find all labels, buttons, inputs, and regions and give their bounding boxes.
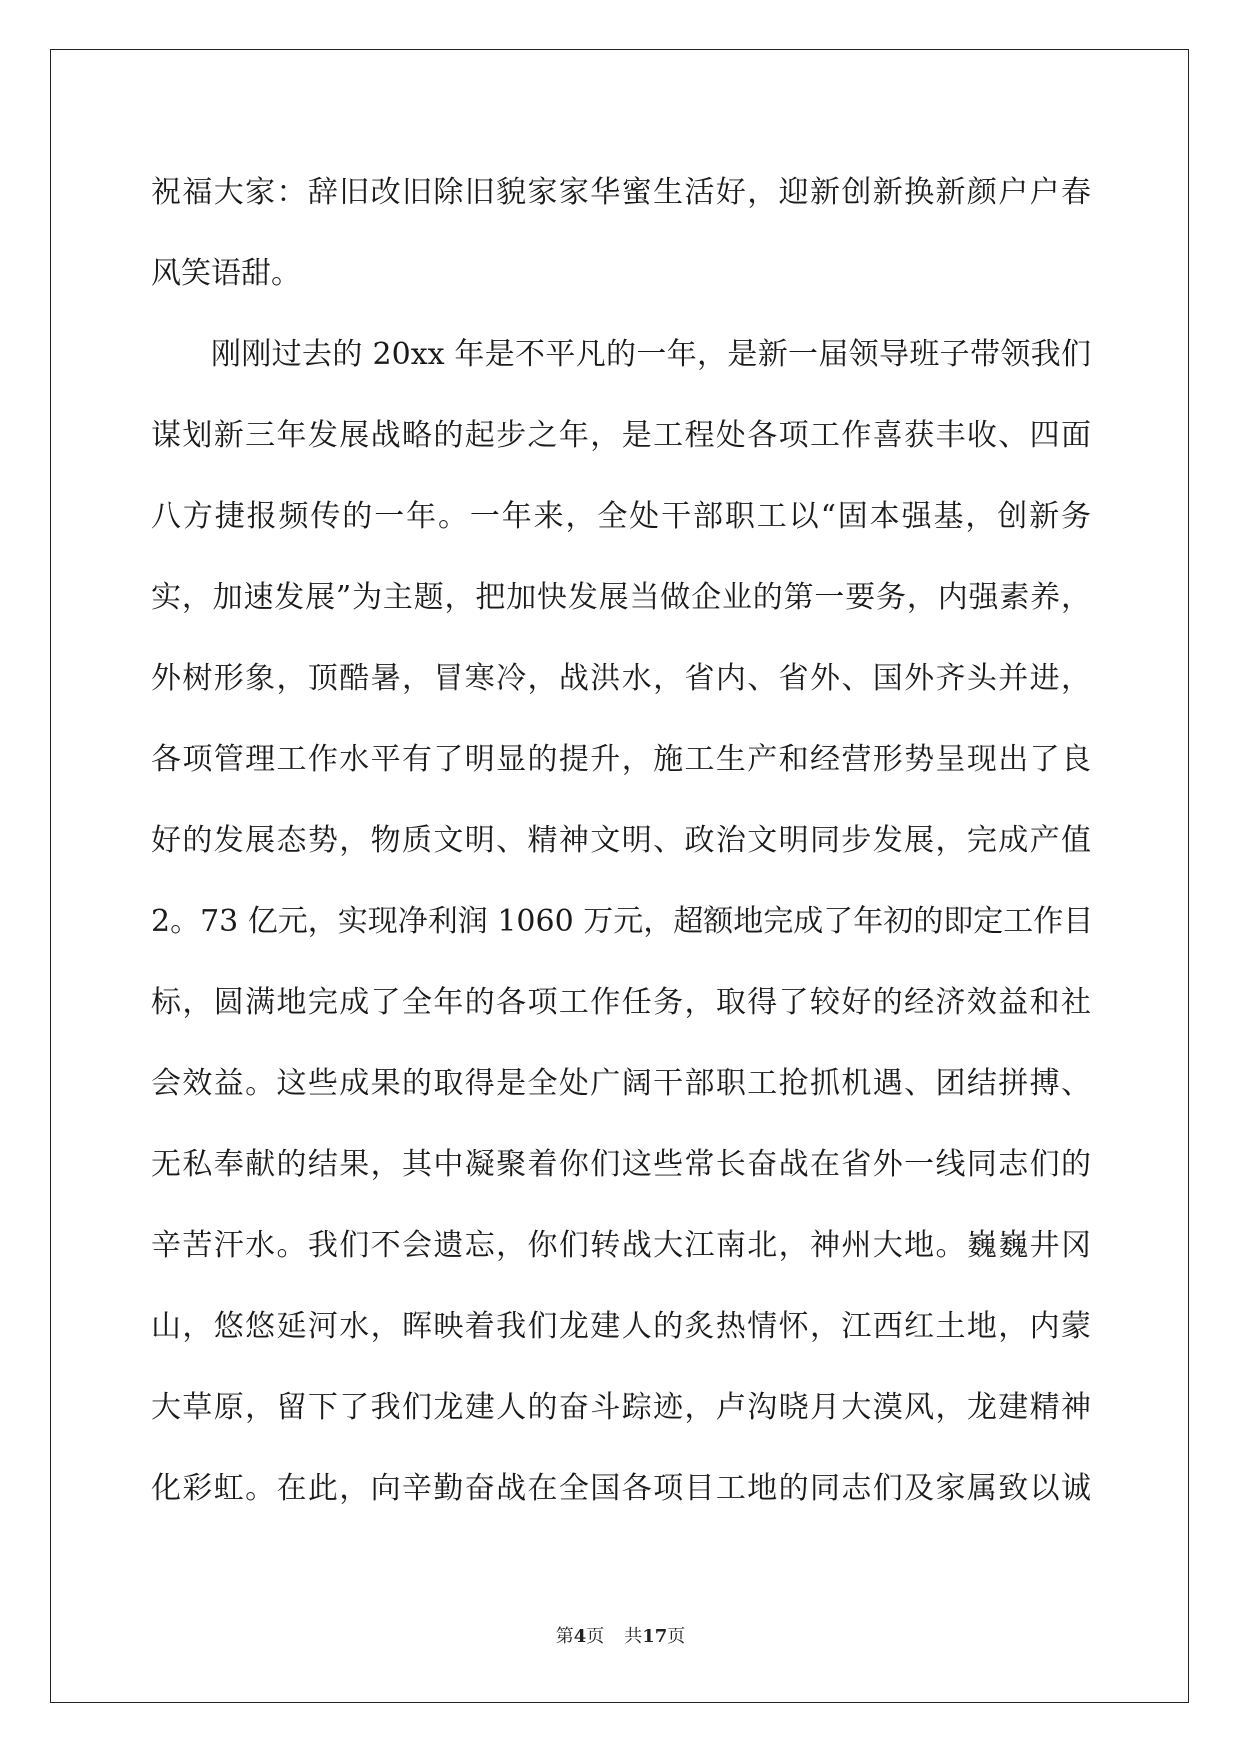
- text-line: 无私奉献的结果，其中凝聚着你们这些常长奋战在省外一线同志们的: [151, 1147, 1091, 1182]
- page-number: 4: [573, 1626, 587, 1647]
- text-line: 祝福大家：辞旧改旧除旧貌家家华蜜生活好，迎新创新换新颜户户春: [151, 175, 1091, 210]
- text-line: 标，圆满地完成了全年的各项工作任务，取得了较好的经济效益和社: [151, 985, 1091, 1020]
- page-label-prefix: 第: [555, 1626, 574, 1647]
- text-line: 辛苦汗水。我们不会遗忘，你们转战大江南北，神州大地。巍巍井冈: [151, 1228, 1091, 1263]
- text-line: 八方捷报频传的一年。一年来，全处干部职工以“固本强基，创新务: [151, 499, 1091, 534]
- page-footer: [0, 1622, 1241, 1652]
- text-line: 大草原，留下了我们龙建人的奋斗踪迹，卢沟晓月大漠风，龙建精神: [151, 1390, 1091, 1425]
- text-line: 会效益。这些成果的取得是全处广阔干部职工抢抓机遇、团结拼搏、: [151, 1066, 1091, 1101]
- text-line: 好的发展态势，物质文明、精神文明、政治文明同步发展，完成产值: [151, 823, 1091, 858]
- text-line: 化彩虹。在此，向辛勤奋战在全国各项目工地的同志们及家属致以诚: [151, 1471, 1091, 1506]
- text-line: 实，加速发展”为主题，把加快发展当做企业的第一要务，内强素养，: [151, 580, 1091, 615]
- text-line: 各项管理工作水平有了明显的提升，施工生产和经营形势呈现出了良: [151, 742, 1091, 777]
- text-line: 谋划新三年发展战略的起步之年，是工程处各项工作喜获丰收、四面: [151, 418, 1091, 453]
- total-label-prefix: 共: [624, 1626, 643, 1647]
- total-pages: 17: [642, 1626, 668, 1647]
- text-line: 2。73 亿元，实现净利润 1060 万元，超额地完成了年初的即定工作目: [151, 904, 1094, 939]
- document-body: [151, 163, 1094, 1540]
- total-label-suffix: 页: [667, 1626, 686, 1647]
- text-line: 风笑语甜。: [151, 256, 301, 291]
- page-label-suffix: 页: [586, 1626, 605, 1647]
- text-line: 山，悠悠延河水，晖映着我们龙建人的炙热情怀，江西红土地，内蒙: [151, 1309, 1091, 1344]
- text-line: 外树形象，顶酷暑，冒寒冷，战洪水，省内、省外、国外齐头并进，: [151, 661, 1091, 696]
- paragraph-first-line: 刚刚过去的 20xx 年是不平凡的一年，是新一届领导班子带领我们: [211, 337, 1091, 372]
